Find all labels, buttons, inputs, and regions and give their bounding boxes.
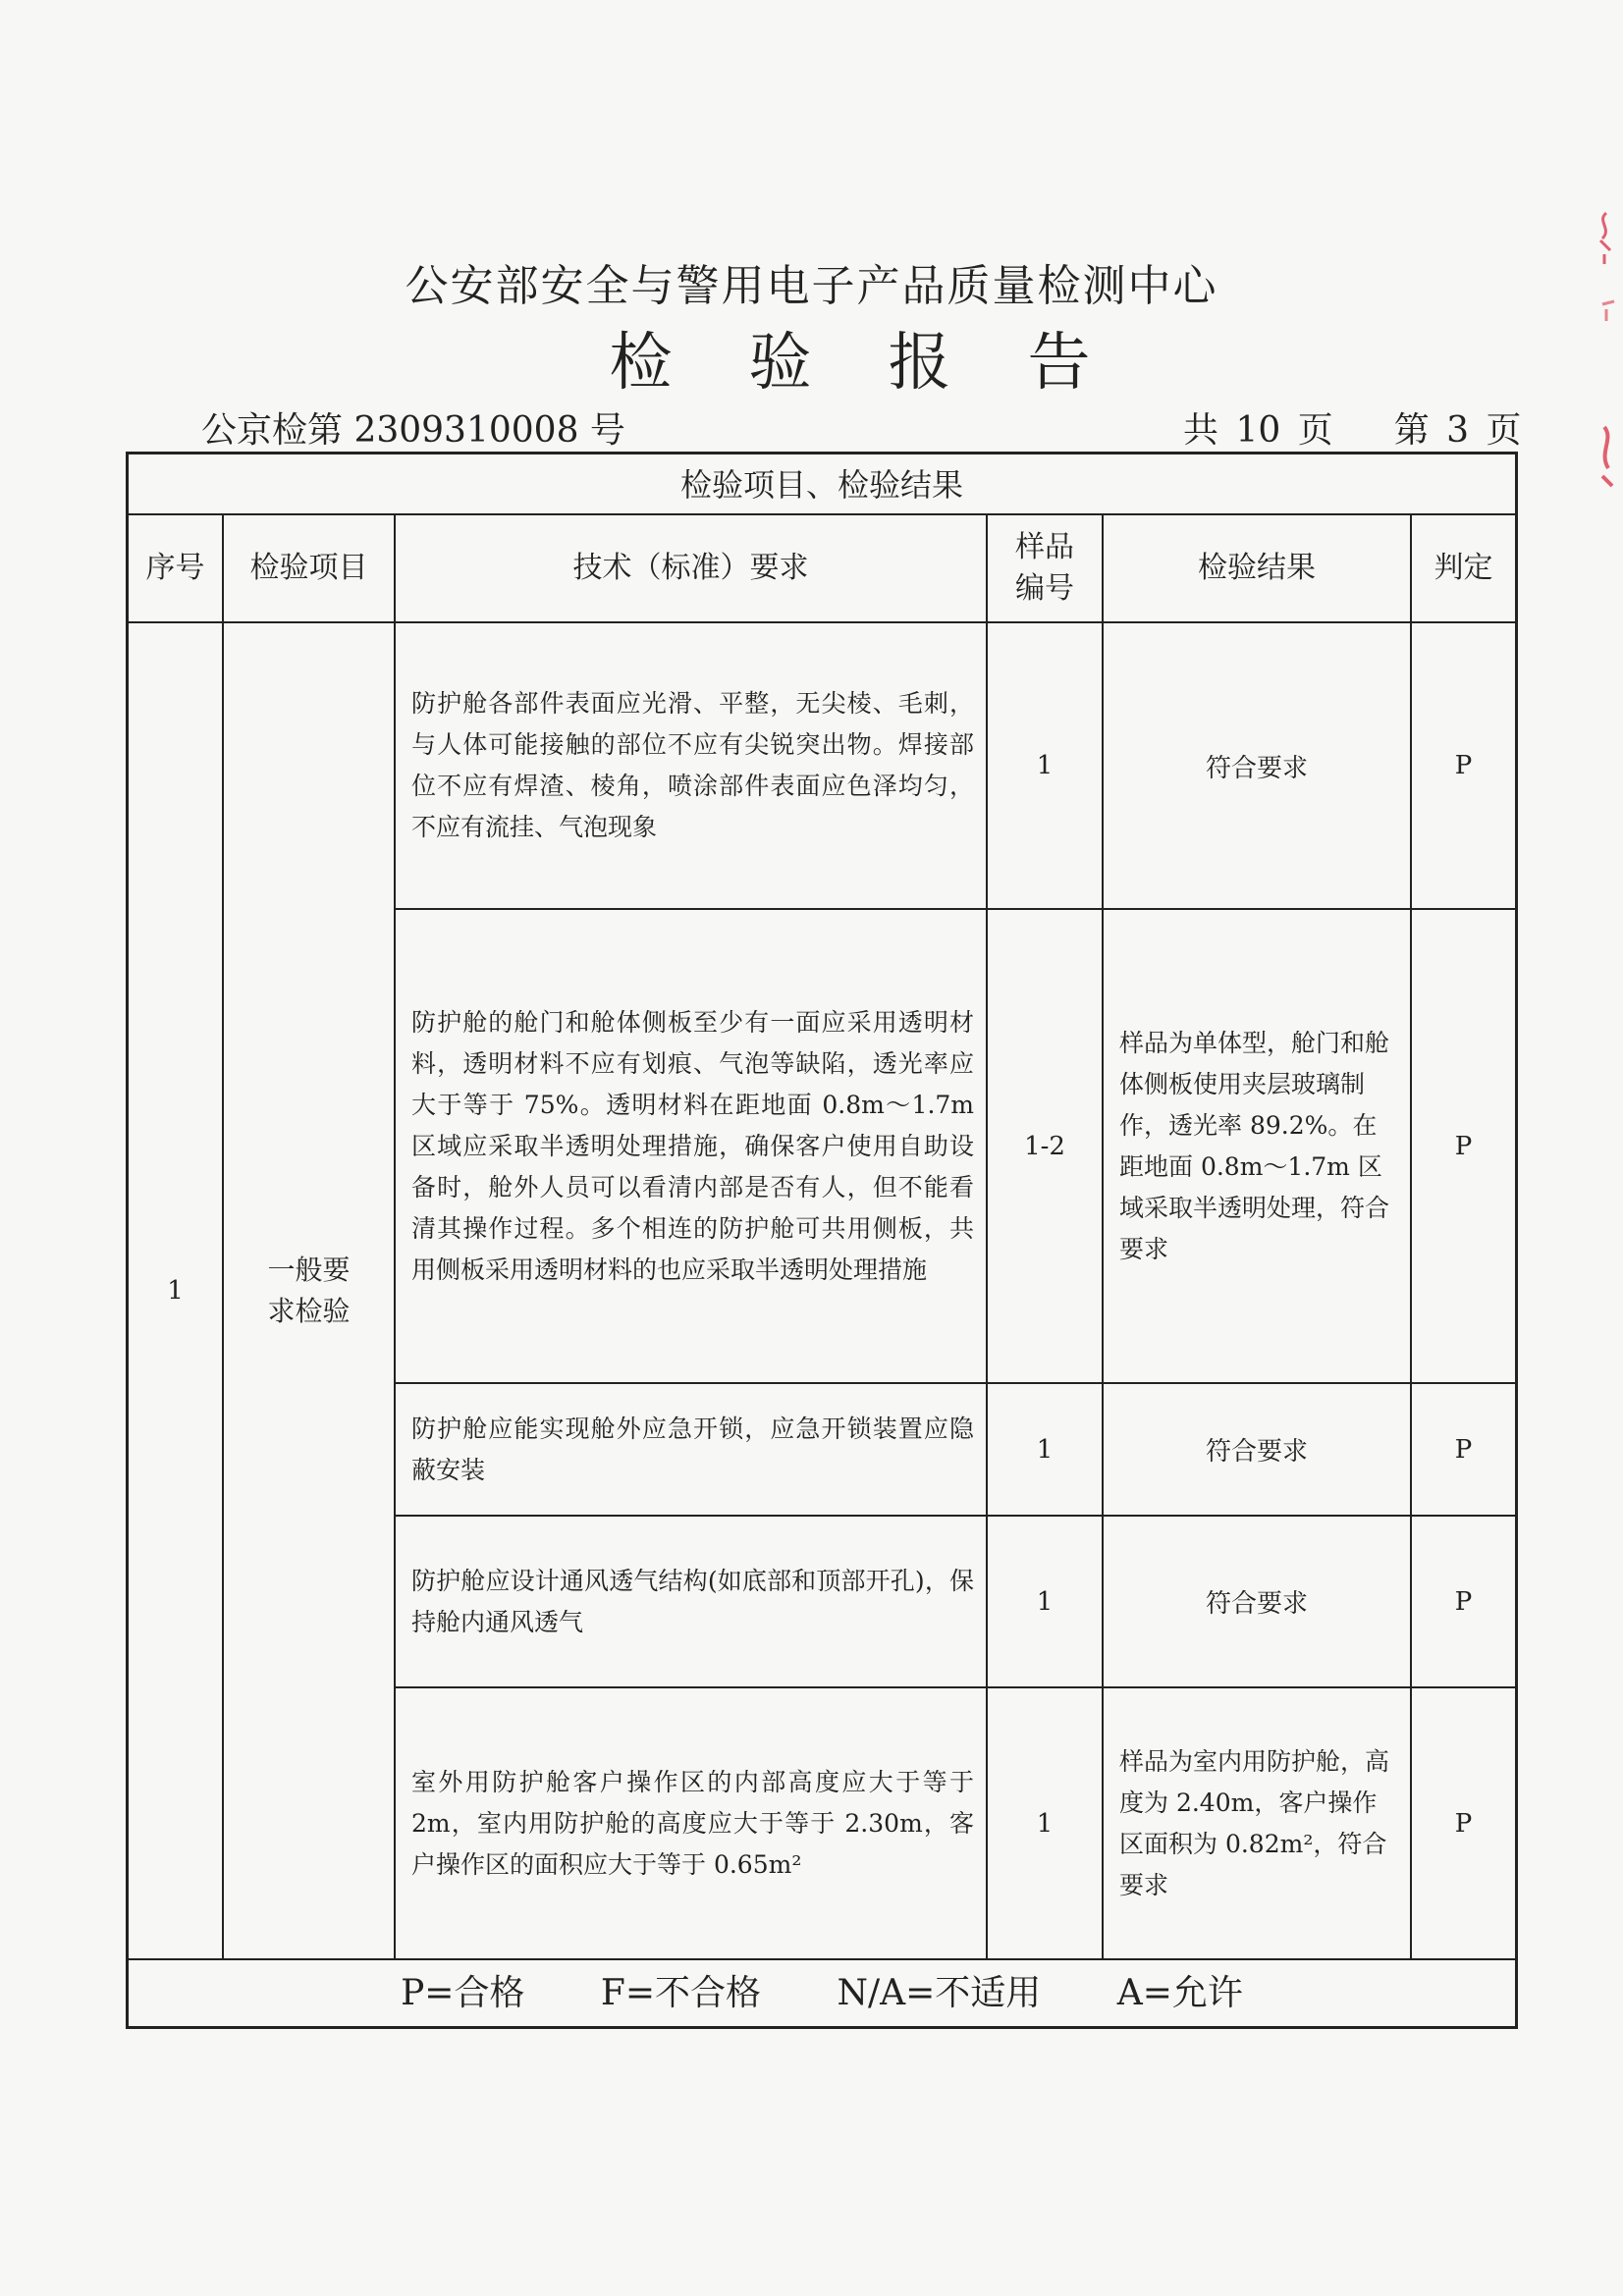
sample-number: 1: [1036, 1586, 1054, 1617]
result-text: 符合要求: [1205, 753, 1308, 783]
header-verdict: 判定: [1434, 551, 1493, 585]
sample-number: 1: [1036, 751, 1054, 780]
legend-pass: P=合格: [401, 1973, 525, 2013]
inspection-item: 一般要求检验: [267, 1254, 351, 1327]
section-title: 检验项目、检验结果: [129, 454, 1515, 515]
current-page: 第 3 页: [1393, 410, 1522, 451]
requirement-text: 防护舱的舱门和舱体侧板至少有一面应采用透明材料，透明材料不应有划痕、气泡等缺陷，透光率应大于等于 75%。透明材料在距地面 0.8m～1.7m 区域应采取半透明处理措施，确保客户使用自助设备时，舱外人员可以看清内部是否有人，但不能看清其操作过程。多个相连的防护舱可共用侧板，共用侧板采用透明材料的也应采取半透明处理措施: [411, 1007, 974, 1284]
document-title: 检验报告: [609, 327, 1167, 400]
result-text: 样品为室内用防护舱，高度为 2.40m，客户操作区面积为 0.82m²，符合要求: [1119, 1746, 1390, 1899]
requirement-text: 防护舱应能实现舱外应急开锁，应急开锁装置应隐蔽安装: [411, 1414, 974, 1484]
report-number: 公京检第 2309310008 号: [201, 410, 625, 451]
header-seq: 序号: [145, 551, 205, 585]
requirement-text: 防护舱各部件表面应光滑、平整，无尖棱、毛刺，与人体可能接触的部位不应有尖锐突出物。焊接部位不应有焊渣、棱角，喷涂部件表面应色泽均匀，不应有流挂、气泡现象: [411, 689, 974, 841]
result-text: 符合要求: [1205, 1437, 1308, 1467]
header-requirement: 技术（标准）要求: [572, 551, 809, 585]
verdict: P: [1454, 1434, 1473, 1465]
legend-allowed: A=允许: [1116, 1973, 1243, 2013]
seq-number: 1: [167, 1276, 184, 1306]
result-text: 符合要求: [1205, 1589, 1308, 1619]
total-pages: 共 10 页: [1183, 410, 1333, 451]
sample-number: 1-2: [1024, 1131, 1065, 1161]
sample-number: 1: [1036, 1808, 1054, 1839]
page-indicator: [1183, 402, 1522, 453]
header-sample-no: 样品编号: [1015, 530, 1074, 606]
seal-stamp-fragment: [1593, 211, 1618, 506]
verdict: P: [1454, 1586, 1473, 1617]
requirement-text: 室外用防护舱客户操作区的内部高度应大于等于 2m，室内用防护舱的高度应大于等于 2.30m，客户操作区的面积应大于等于 0.65m²: [411, 1767, 974, 1879]
verdict-legend: [129, 1958, 1515, 2025]
legend-not-applicable: N/A=不适用: [837, 1973, 1042, 2013]
verdict: P: [1454, 751, 1473, 780]
requirement-text: 防护舱应设计通风透气结构(如底部和顶部开孔)，保持舱内通风透气: [411, 1566, 974, 1636]
result-text: 样品为单体型，舱门和舱体侧板使用夹层玻璃制作，透光率 89.2%。在距地面 0.8m～1.7m 区域采取半透明处理，符合要求: [1119, 1028, 1390, 1263]
sample-number: 1: [1036, 1434, 1054, 1465]
header-result: 检验结果: [1198, 551, 1316, 585]
header-item: 检验项目: [249, 551, 368, 585]
verdict: P: [1454, 1131, 1473, 1161]
organization-name: 公安部安全与警用电子产品质量检测中心: [405, 261, 1218, 311]
legend-fail: F=不合格: [600, 1973, 762, 2013]
verdict: P: [1454, 1808, 1473, 1839]
